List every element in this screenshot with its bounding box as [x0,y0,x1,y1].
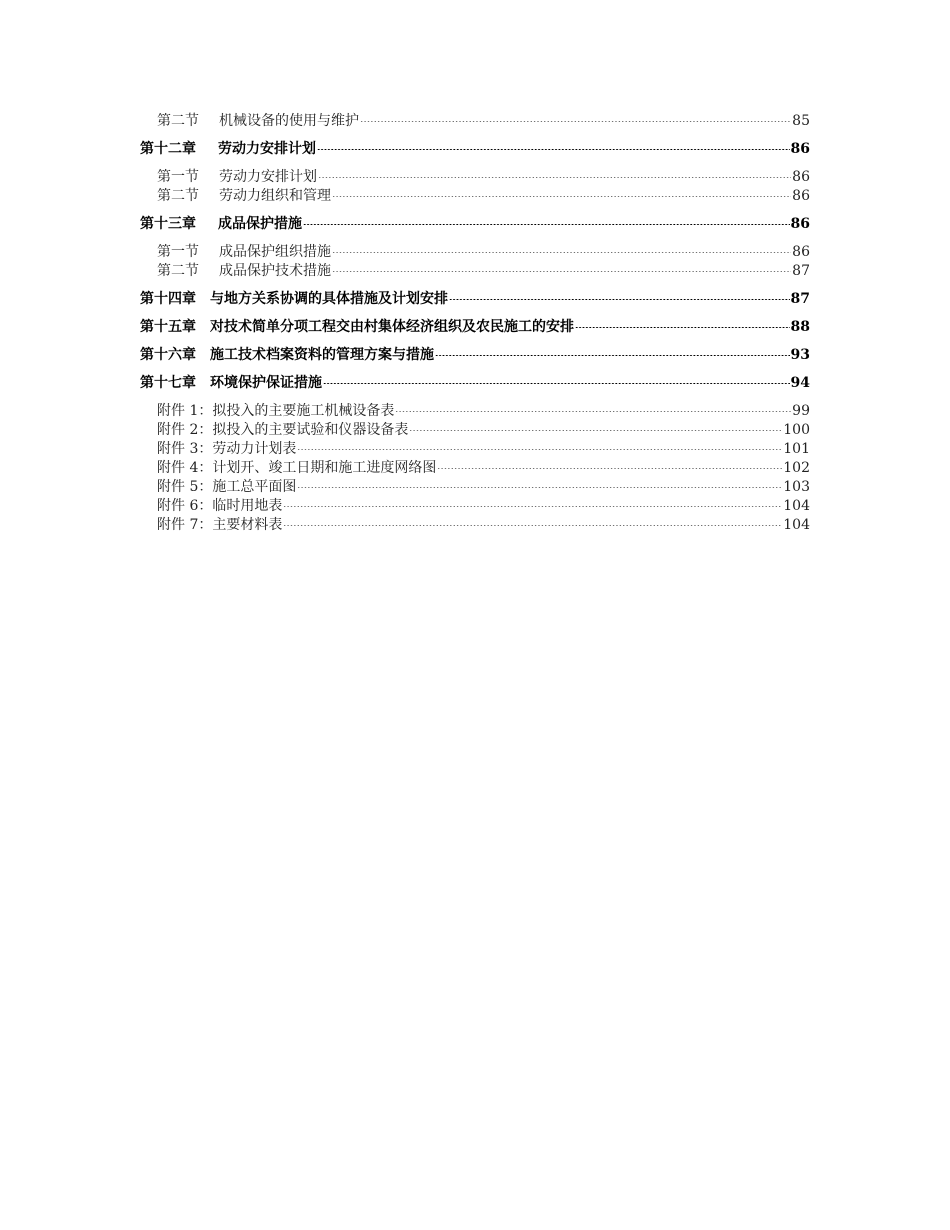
toc-page-number: 104 [783,517,810,533]
toc-entry-label [157,243,331,262]
toc-page-number: 87 [792,263,810,279]
dot-leader [297,480,782,488]
toc-section-title: 劳动力组织和管理 [219,188,331,204]
toc-page-number: 85 [792,113,810,129]
toc-entry-label [157,187,331,206]
toc-chapter-number: 第十六章 [140,347,196,363]
toc-entry-section[interactable] [140,112,810,131]
toc-appendix-title: 附件 2：拟投入的主要试验和仪器设备表 [157,422,409,438]
toc-section-title: 机械设备的使用与维护 [219,113,359,129]
toc-entry-appendix[interactable] [140,497,810,516]
toc-page-number: 88 [790,319,810,335]
toc-section-number: 第二节 [157,263,199,279]
dot-leader [297,442,782,450]
toc-entry-section[interactable] [140,168,810,187]
toc-entry-chapter[interactable] [140,215,810,234]
toc-section-title: 劳动力安排计划 [219,169,317,185]
toc-entry-appendix[interactable] [140,478,810,497]
toc-chapter-number: 第十三章 [140,216,196,232]
dot-leader [283,499,782,507]
toc-entry-label [140,346,434,365]
toc-page-number: 86 [792,169,810,185]
toc-chapter-title: 成品保护措施 [218,216,302,232]
toc-page-number: 93 [790,347,810,363]
dot-leader [409,423,782,431]
toc-entry-label [140,290,448,309]
toc-chapter-number: 第十五章 [140,319,196,335]
toc-entry-appendix[interactable] [140,516,810,535]
toc-page-number: 102 [783,460,810,476]
toc-entry-label [157,168,317,187]
toc-entry-appendix[interactable] [140,440,810,459]
toc-entry-section[interactable] [140,262,810,281]
toc-section-title: 成品保护技术措施 [219,263,331,279]
toc-page-number: 100 [783,422,810,438]
toc-page-number: 86 [792,188,810,204]
toc-entry-section[interactable] [140,187,810,206]
toc-page-number: 103 [783,479,810,495]
toc-entry-appendix[interactable] [140,421,810,440]
toc-appendix-title: 附件 6：临时用地表 [157,498,283,514]
toc-chapter-number: 第十七章 [140,375,196,391]
dot-leader [435,348,790,356]
toc-entry-label [140,318,574,337]
toc-section-title: 成品保护组织措施 [219,244,331,260]
toc-page-number: 101 [783,441,810,457]
toc-entry-label [140,140,316,159]
toc-page-number: 104 [783,498,810,514]
toc-entry-label [157,112,359,131]
dot-leader [283,518,782,526]
toc-appendix-title: 附件 3：劳动力计划表 [157,441,297,457]
toc-appendix-title: 附件 1：拟投入的主要施工机械设备表 [157,403,395,419]
toc-section-number: 第二节 [157,188,199,204]
toc-page-number: 99 [792,403,810,419]
toc-entry-chapter[interactable] [140,140,810,159]
toc-chapter-title: 与地方关系协调的具体措施及计划安排 [210,291,448,307]
toc-section-number: 第一节 [157,169,199,185]
toc-chapter-number: 第十二章 [140,141,196,157]
dot-leader [437,461,782,469]
dot-leader [575,320,790,328]
toc-entry-chapter[interactable] [140,290,810,309]
toc-section-number: 第二节 [157,113,199,129]
toc-entry-chapter[interactable] [140,374,810,393]
toc-section-number: 第一节 [157,244,199,260]
toc-chapter-title: 环境保护保证措施 [210,375,322,391]
dot-leader [303,217,790,225]
toc-entry-label [157,262,331,281]
toc-page-number: 86 [790,216,810,232]
toc-entry-chapter[interactable] [140,318,810,337]
toc-page-number: 87 [790,291,810,307]
dot-leader [395,404,791,412]
table-of-contents [140,112,810,535]
dot-leader [332,264,791,272]
toc-entry-section[interactable] [140,243,810,262]
toc-entry-appendix[interactable] [140,402,810,421]
toc-appendix-title: 附件 7：主要材料表 [157,517,283,533]
toc-page-number: 86 [792,244,810,260]
toc-entry-chapter[interactable] [140,346,810,365]
dot-leader [332,245,791,253]
dot-leader [318,170,791,178]
toc-page-number: 86 [790,141,810,157]
dot-leader [449,292,790,300]
dot-leader [317,142,790,150]
toc-chapter-number: 第十四章 [140,291,196,307]
toc-appendix-title: 附件 4：计划开、竣工日期和施工进度网络图 [157,460,437,476]
dot-leader [360,114,791,122]
dot-leader [332,189,791,197]
toc-chapter-title: 施工技术档案资料的管理方案与措施 [210,347,434,363]
toc-appendix-title: 附件 5：施工总平面图 [157,479,297,495]
toc-entry-appendix[interactable] [140,459,810,478]
toc-entry-label [140,374,322,393]
toc-entry-label [140,215,302,234]
dot-leader [323,376,790,384]
toc-chapter-title: 劳动力安排计划 [218,141,316,157]
toc-chapter-title: 对技术简单分项工程交由村集体经济组织及农民施工的安排 [210,319,574,335]
toc-page-number: 94 [790,375,810,391]
